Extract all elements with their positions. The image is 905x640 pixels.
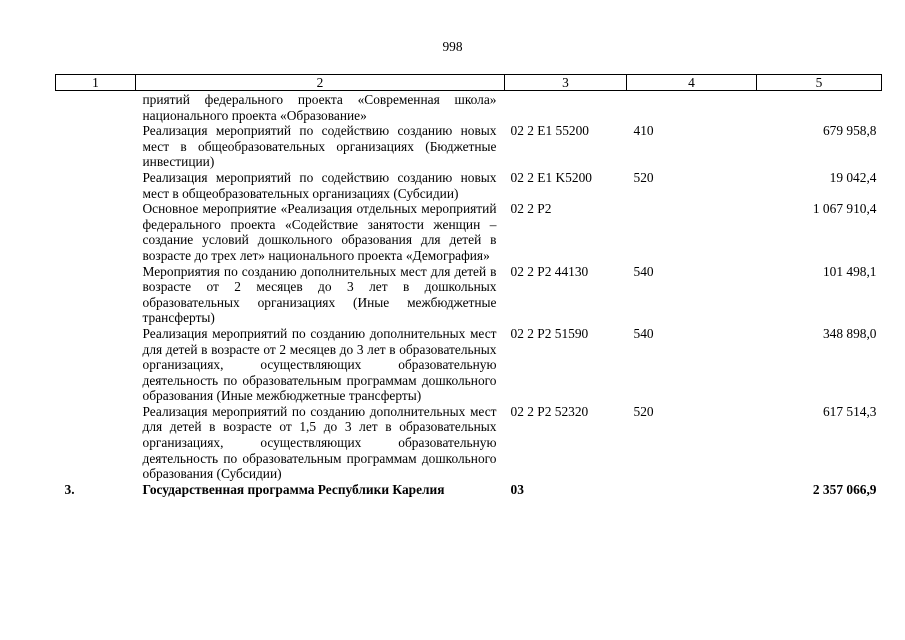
row-amount: 2 357 066,9 — [812, 481, 877, 497]
row-amount: 19 042,4 — [829, 169, 877, 185]
row-name: Реализация мероприятий по содействию созданию новых мест в общеобразовательных организациях (Субсидии) — [142, 169, 497, 201]
row-number — [56, 326, 136, 404]
row-code — [505, 91, 627, 124]
row-name: Реализация мероприятий по созданию дополнительных мест для детей в возрасте от 1,5 до 3 лет в образовательных организациях, осуществляющих образовательную деятельность по образовательным программам дошкольного образования (Субсидии) — [142, 403, 497, 482]
table-row — [56, 170, 882, 201]
table-row — [56, 264, 882, 326]
table-row — [56, 326, 882, 404]
row-name: Государственная программа Республики Карелия — [142, 481, 445, 497]
row-expense-type: 520 — [633, 403, 654, 419]
page-number: 998 — [442, 39, 463, 54]
row-amount: 1 067 910,4 — [812, 201, 877, 217]
row-name: Основное мероприятие «Реализация отдельных мероприятий федерального проекта «Содействие занятости женщин – создание условий дошкольного образования для детей в возрасте до трех лет» национального проекта «Демография» — [142, 201, 497, 263]
row-expense-type: 520 — [633, 169, 654, 185]
row-number — [56, 123, 136, 170]
row-number: 3. — [64, 481, 75, 497]
row-number — [56, 404, 136, 482]
row-expense-type: 410 — [633, 123, 654, 139]
row-number — [56, 264, 136, 326]
table-row — [56, 123, 882, 170]
column-header: 5 — [757, 75, 882, 91]
row-name: приятий федерального проекта «Современная школа» национального проекта «Образование» — [142, 92, 497, 123]
row-amount — [757, 91, 882, 124]
row-code: 02 2 E1 55200 — [510, 123, 589, 139]
table-row — [56, 201, 882, 263]
row-expense-type — [627, 482, 757, 498]
row-code: 03 — [510, 481, 524, 497]
table-row-program — [56, 482, 882, 498]
row-code: 02 2 P2 — [510, 201, 552, 217]
row-number — [56, 201, 136, 263]
table-row — [56, 404, 882, 482]
row-amount: 679 958,8 — [822, 123, 877, 139]
row-expense-type: 540 — [633, 325, 654, 341]
row-name: Реализация мероприятий по созданию дополнительных мест для детей в возрасте от 2 месяцев до 3 лет в образовательных организациях, осуществляющих образовательную деятельность по образовательным программам дошкольного образования (Иные межбюджетные трансферты) — [142, 325, 497, 404]
row-expense-type — [627, 201, 757, 263]
row-amount: 617 514,3 — [822, 403, 877, 419]
row-code: 02 2 E1 K5200 — [510, 169, 592, 185]
column-header: 4 — [627, 75, 757, 91]
row-code: 02 2 P2 52320 — [510, 403, 589, 419]
budget-table — [55, 74, 882, 497]
row-code: 02 2 P2 44130 — [510, 263, 589, 279]
row-amount: 348 898,0 — [822, 325, 877, 341]
column-header: 1 — [56, 75, 136, 91]
row-expense-type — [627, 91, 757, 124]
column-header: 3 — [505, 75, 627, 91]
table-header-row — [56, 75, 882, 91]
column-header: 2 — [136, 75, 505, 91]
row-number — [56, 91, 136, 124]
row-number — [56, 170, 136, 201]
row-expense-type: 540 — [633, 263, 654, 279]
table-row — [56, 91, 882, 124]
row-code: 02 2 P2 51590 — [510, 325, 589, 341]
row-name: Реализация мероприятий по содействию созданию новых мест в общеобразовательных организациях (Бюджетные инвестиции) — [142, 123, 497, 170]
row-name: Мероприятия по созданию дополнительных мест для детей в возрасте от 2 месяцев до 3 лет в дошкольных образовательных организациях (Иные межбюджетные трансферты) — [142, 263, 497, 326]
row-amount: 101 498,1 — [822, 263, 877, 279]
